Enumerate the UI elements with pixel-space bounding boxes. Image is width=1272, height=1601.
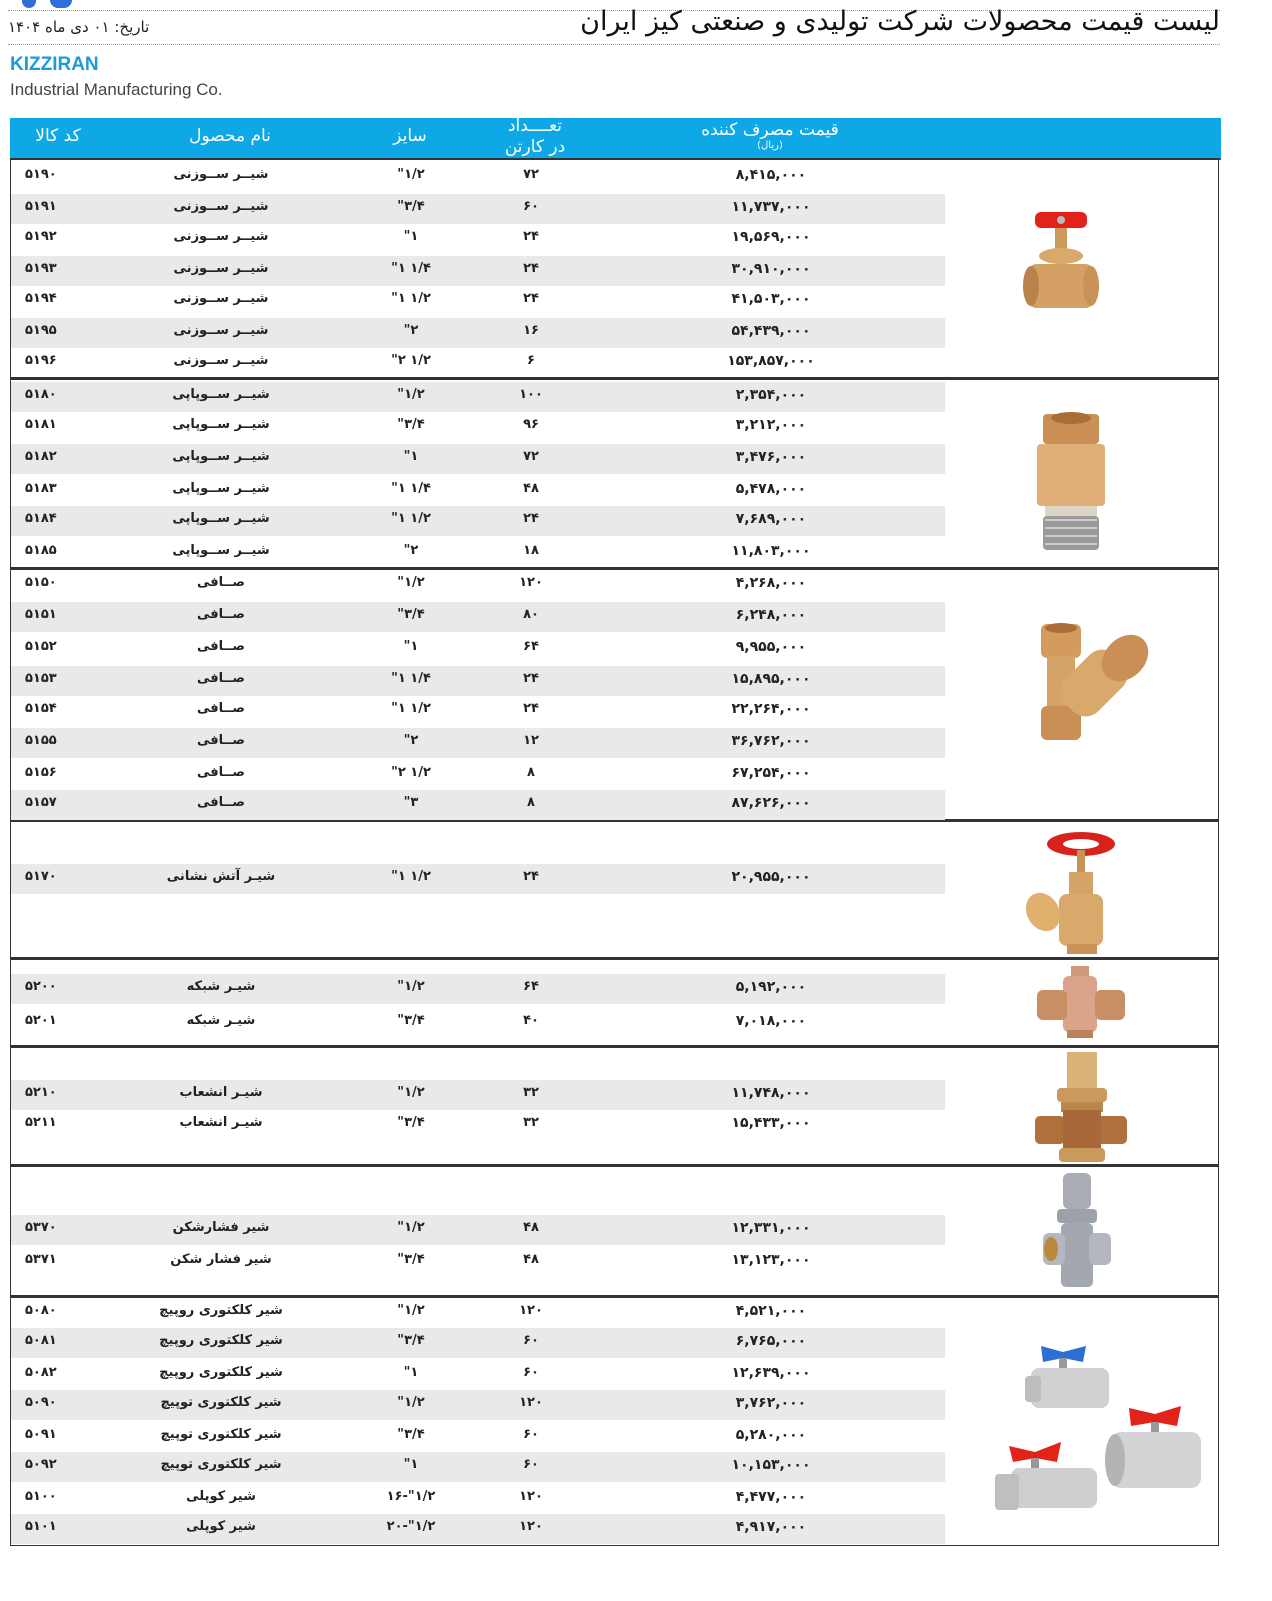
carton-quantity: ۶۰ — [523, 1333, 539, 1348]
product-name: شیر کلکتوری توپیچ — [160, 1427, 282, 1442]
carton-quantity: ۹۶ — [523, 417, 539, 432]
carton-quantity: ۶۰ — [523, 1365, 539, 1380]
carton-quantity: ۸۰ — [523, 607, 539, 622]
consumer-price: ۱۳,۱۲۳,۰۰۰ — [731, 1252, 811, 1268]
carton-quantity: ۲۴ — [523, 701, 539, 716]
product-name: شیر فشار شکن — [170, 1252, 272, 1267]
carton-quantity: ۴۸ — [523, 1252, 539, 1267]
product-code: ۵۱۸۰ — [25, 387, 57, 402]
table-row — [11, 790, 945, 820]
consumer-price: ۵,۱۹۲,۰۰۰ — [735, 979, 807, 995]
carton-quantity: ۶۰ — [523, 1457, 539, 1472]
consumer-price: ۴۱,۵۰۳,۰۰۰ — [731, 291, 811, 307]
carton-quantity: ۳۲ — [523, 1085, 539, 1100]
product-code: ۵۱۵۴ — [25, 701, 57, 716]
product-size: "۱ ۱/۲ — [391, 701, 431, 716]
divider-title — [8, 44, 1220, 45]
product-size: "۱/۲ — [397, 979, 425, 994]
product-code: ۵۱۹۴ — [25, 291, 57, 306]
product-name: شیـر شبکه — [186, 1013, 256, 1028]
carton-quantity: ۶۴ — [523, 639, 539, 654]
carton-quantity: ۱۰۰ — [519, 387, 543, 402]
product-section — [10, 958, 1219, 1046]
product-size: "۱ — [403, 229, 419, 244]
product-code: ۵۱۸۲ — [25, 449, 57, 464]
product-size: "۲ — [403, 323, 419, 338]
product-code: ۵۱۸۱ — [25, 417, 57, 432]
carton-quantity: ۱۲ — [523, 733, 539, 748]
product-code: ۵۱۵۶ — [25, 765, 57, 780]
column-header-qty — [480, 116, 590, 158]
product-size: "۱ ۱/۲ — [391, 291, 431, 306]
consumer-price: ۵,۲۸۰,۰۰۰ — [735, 1427, 807, 1443]
product-section — [10, 568, 1219, 820]
table-row — [11, 162, 945, 192]
product-size: "۱/۲ — [397, 1085, 425, 1100]
table-row — [11, 602, 945, 632]
product-code: ۵۱۸۵ — [25, 543, 57, 558]
product-section — [10, 1046, 1219, 1165]
product-code: ۵۳۷۰ — [25, 1220, 57, 1235]
product-name: شیـر انشعاب — [179, 1085, 263, 1100]
product-size: "۱/۲ — [397, 1303, 425, 1318]
product-size: "۱/۲ — [397, 1395, 425, 1410]
product-name: صــافی — [197, 575, 245, 590]
carton-quantity: ۲۴ — [523, 229, 539, 244]
product-size: "۳/۴ — [397, 417, 425, 432]
product-name: شیر کلکتوری روپیچ — [159, 1333, 283, 1348]
product-name: شیــر ســوپاپی — [172, 417, 270, 432]
product-code: ۵۱۹۳ — [25, 261, 57, 276]
product-section — [10, 158, 1219, 378]
consumer-price: ۳,۷۶۲,۰۰۰ — [735, 1395, 807, 1411]
page-title: لیست قیمت محصولات شرکت تولیدی و صنعتی کیز ایران — [580, 6, 1220, 37]
product-name: شیــر ســوپاپی — [172, 511, 270, 526]
product-name: شیر فشارشکن — [172, 1220, 270, 1235]
product-section — [10, 1165, 1219, 1296]
product-code: ۵۱۰۱ — [25, 1519, 57, 1534]
product-code: ۵۲۰۰ — [25, 979, 57, 994]
y-strainer-image — [1021, 620, 1161, 754]
product-size: "۱/۲ — [397, 387, 425, 402]
product-name: صــافی — [197, 795, 245, 810]
table-row — [11, 1328, 945, 1358]
product-code: ۵۱۸۳ — [25, 481, 57, 496]
table-row — [11, 1008, 945, 1038]
product-name: شیــر ســوپاپی — [172, 481, 270, 496]
carton-quantity: ۴۸ — [523, 481, 539, 496]
carton-quantity: ۸ — [527, 765, 535, 780]
qty-header-line1: تعــــداد — [507, 116, 563, 136]
brand-subtitle: Industrial Manufacturing Co. — [10, 80, 223, 99]
table-row — [11, 728, 945, 758]
table-row — [11, 1452, 945, 1482]
consumer-price: ۴,۵۲۱,۰۰۰ — [735, 1303, 807, 1319]
consumer-price: ۳۶,۷۶۲,۰۰۰ — [731, 733, 811, 749]
product-name: شیــر ســوزنی — [173, 199, 269, 214]
consumer-price: ۸۷,۶۲۶,۰۰۰ — [731, 795, 811, 811]
product-code: ۵۲۱۰ — [25, 1085, 57, 1100]
product-name: شیر کوپلی — [186, 1519, 256, 1534]
product-name: شیــر ســوزنی — [173, 229, 269, 244]
brand-name: KIZZIRAN — [10, 54, 99, 75]
column-header-code: کد کالا — [35, 126, 81, 146]
carton-quantity: ۷۲ — [523, 167, 539, 182]
product-size: "۳ — [403, 795, 419, 810]
table-header — [10, 118, 1221, 160]
product-size: "۱ ۱/۴ — [391, 481, 431, 496]
date — [8, 18, 149, 36]
table-row — [11, 1298, 945, 1328]
consumer-price: ۱۱,۸۰۳,۰۰۰ — [731, 543, 811, 559]
table-row — [11, 570, 945, 600]
product-name: شیــر ســوپاپی — [172, 543, 270, 558]
table-row — [11, 974, 945, 1004]
product-section — [10, 820, 1219, 958]
product-section — [10, 1296, 1219, 1546]
product-name: شیــر ســوزنی — [173, 261, 269, 276]
product-size: "۱ ۱/۲ — [391, 511, 431, 526]
date-value: ۰۱ دی ماه ۱۴۰۴ — [8, 18, 110, 36]
carton-quantity: ۶۰ — [523, 199, 539, 214]
product-code: ۵۱۵۲ — [25, 639, 57, 654]
product-size: "۱ — [403, 1457, 419, 1472]
consumer-price: ۴,۹۱۷,۰۰۰ — [735, 1519, 807, 1535]
product-name: شیر کلکتوری روپیچ — [159, 1365, 283, 1380]
product-name: شیر کلکتوری توپیچ — [160, 1457, 282, 1472]
table-row — [11, 760, 945, 790]
consumer-price: ۶۷,۲۵۴,۰۰۰ — [731, 765, 811, 781]
ball-valves-butterfly-handle-image — [991, 1338, 1211, 1542]
product-name: شیر کلکتوری توپیچ — [160, 1395, 282, 1410]
product-code: ۵۱۵۱ — [25, 607, 57, 622]
table-row — [11, 1360, 945, 1390]
consumer-price: ۱۱,۷۳۷,۰۰۰ — [731, 199, 811, 215]
carton-quantity: ۸ — [527, 795, 535, 810]
product-name: شیــر ســوپاپی — [172, 387, 270, 402]
table-row — [11, 382, 945, 412]
consumer-price: ۵,۴۷۸,۰۰۰ — [735, 481, 807, 497]
table-row — [11, 286, 945, 316]
product-size: ۲۰-"۱/۲ — [386, 1519, 436, 1534]
table-row — [11, 444, 945, 474]
price-header-label: قیمت مصرف کننده — [701, 120, 839, 140]
product-code: ۵۰۸۲ — [25, 1365, 57, 1380]
consumer-price: ۲,۳۵۴,۰۰۰ — [735, 387, 807, 403]
globe-valve-red-handwheel-image — [1021, 208, 1131, 342]
product-size: "۱/۲ — [397, 575, 425, 590]
product-size: "۲ — [403, 733, 419, 748]
product-code: ۵۱۷۰ — [25, 869, 57, 884]
date-label: تاریخ: — [114, 18, 150, 36]
table-row — [11, 348, 945, 378]
product-size: "۱ — [403, 1365, 419, 1380]
product-code: ۵۰۹۱ — [25, 1427, 57, 1442]
consumer-price: ۴,۲۶۸,۰۰۰ — [735, 575, 807, 591]
product-size: "۳/۴ — [397, 199, 425, 214]
qty-header-line2: در کارتن — [504, 137, 566, 157]
consumer-price: ۷,۶۸۹,۰۰۰ — [735, 511, 807, 527]
product-size: "۲ — [403, 543, 419, 558]
product-code: ۵۰۸۰ — [25, 1303, 57, 1318]
product-code: ۵۱۹۵ — [25, 323, 57, 338]
consumer-price: ۳۰,۹۱۰,۰۰۰ — [731, 261, 811, 277]
product-size: "۱ ۱/۴ — [391, 671, 431, 686]
table-row — [11, 476, 945, 506]
table-row — [11, 256, 945, 286]
table-row — [11, 318, 945, 348]
product-code: ۵۲۰۱ — [25, 1013, 57, 1028]
product-code: ۵۲۱۱ — [25, 1115, 57, 1130]
table-row — [11, 666, 945, 696]
table-row — [11, 224, 945, 254]
carton-quantity: ۲۴ — [523, 869, 539, 884]
product-size: "۳/۴ — [397, 1427, 425, 1442]
product-name: شیـر انشعاب — [179, 1115, 263, 1130]
table-row — [11, 1215, 945, 1245]
consumer-price: ۱۹,۵۶۹,۰۰۰ — [731, 229, 811, 245]
product-name: صــافی — [197, 765, 245, 780]
price-header-unit: (ریال) — [757, 140, 783, 151]
consumer-price: ۳,۲۱۲,۰۰۰ — [735, 417, 807, 433]
product-code: ۵۰۹۲ — [25, 1457, 57, 1472]
carton-quantity: ۱۲۰ — [519, 1303, 543, 1318]
product-size: "۱/۲ — [397, 1220, 425, 1235]
product-size: "۳/۴ — [397, 607, 425, 622]
carton-quantity: ۳۲ — [523, 1115, 539, 1130]
table-row — [11, 412, 945, 442]
product-name: صــافی — [197, 671, 245, 686]
consumer-price: ۷,۰۱۸,۰۰۰ — [735, 1013, 807, 1029]
product-size: "۱/۲ — [397, 167, 425, 182]
product-size: "۲ ۱/۲ — [391, 765, 431, 780]
carton-quantity: ۱۲۰ — [519, 575, 543, 590]
consumer-price: ۱۰,۱۵۳,۰۰۰ — [731, 1457, 811, 1473]
carton-quantity: ۶۰ — [523, 1427, 539, 1442]
product-code: ۵۱۹۶ — [25, 353, 57, 368]
carton-quantity: ۴۸ — [523, 1220, 539, 1235]
product-code: ۵۳۷۱ — [25, 1252, 57, 1267]
product-name: شیــر ســوپاپی — [172, 449, 270, 464]
carton-quantity: ۱۲۰ — [519, 1395, 543, 1410]
consumer-price: ۳,۴۷۶,۰۰۰ — [735, 449, 807, 465]
carton-quantity: ۷۲ — [523, 449, 539, 464]
carton-quantity: ۱۲۰ — [519, 1519, 543, 1534]
consumer-price: ۶,۷۶۵,۰۰۰ — [735, 1333, 807, 1349]
product-code: ۵۱۹۰ — [25, 167, 57, 182]
carton-quantity: ۱۸ — [523, 543, 539, 558]
product-name: صــافی — [197, 607, 245, 622]
product-code: ۵۱۵۰ — [25, 575, 57, 590]
table-row — [11, 1247, 945, 1277]
product-code: ۵۱۸۴ — [25, 511, 57, 526]
product-size: "۳/۴ — [397, 1333, 425, 1348]
carton-quantity: ۱۲۰ — [519, 1489, 543, 1504]
product-code: ۵۰۸۱ — [25, 1333, 57, 1348]
table-row — [11, 1080, 945, 1110]
consumer-price: ۲۰,۹۵۵,۰۰۰ — [731, 869, 811, 885]
table-row — [11, 696, 945, 726]
consumer-price: ۶,۲۴۸,۰۰۰ — [735, 607, 807, 623]
carton-quantity: ۴۰ — [523, 1013, 539, 1028]
consumer-price: ۴,۴۷۷,۰۰۰ — [735, 1489, 807, 1505]
fire-hydrant-angle-valve-image — [1021, 828, 1131, 962]
product-name: شیـر آتش نشانی — [166, 869, 276, 884]
consumer-price: ۲۲,۲۶۴,۰۰۰ — [731, 701, 811, 717]
product-name: شیــر ســوزنی — [173, 291, 269, 306]
consumer-price: ۹,۹۵۵,۰۰۰ — [735, 639, 807, 655]
carton-quantity: ۶۴ — [523, 979, 539, 994]
product-name: شیــر ســوزنی — [173, 167, 269, 182]
product-size: "۱ — [403, 449, 419, 464]
product-size: "۳/۴ — [397, 1013, 425, 1028]
table-row — [11, 634, 945, 664]
product-name: شیر کلکتوری روپیچ — [159, 1303, 283, 1318]
product-section — [10, 378, 1219, 568]
product-size: "۱ ۱/۲ — [391, 869, 431, 884]
pressure-reducing-valve-image — [1041, 1173, 1111, 1297]
product-code: ۵۱۵۳ — [25, 671, 57, 686]
carton-quantity: ۲۴ — [523, 291, 539, 306]
consumer-price: ۱۲,۳۳۱,۰۰۰ — [731, 1220, 811, 1236]
product-name: شیــر ســوزنی — [173, 353, 269, 368]
table-row — [11, 194, 945, 224]
consumer-price: ۵۴,۴۳۹,۰۰۰ — [731, 323, 811, 339]
carton-quantity: ۶ — [527, 353, 535, 368]
product-size: "۳/۴ — [397, 1252, 425, 1267]
company-logo-fragment — [18, 0, 78, 8]
branch-valve-image — [1031, 1052, 1131, 1171]
carton-quantity: ۱۶ — [523, 323, 539, 338]
carton-quantity: ۲۴ — [523, 671, 539, 686]
consumer-price: ۸,۴۱۵,۰۰۰ — [735, 167, 807, 183]
product-size: "۱ ۱/۴ — [391, 261, 431, 276]
table-row — [11, 1484, 945, 1514]
table-row — [11, 1422, 945, 1452]
table-row — [11, 1514, 945, 1544]
product-name: شیر کوپلی — [186, 1489, 256, 1504]
product-name: صــافی — [197, 701, 245, 716]
product-size: "۳/۴ — [397, 1115, 425, 1130]
table-row — [11, 864, 945, 894]
consumer-price: ۱۱,۷۴۸,۰۰۰ — [731, 1085, 811, 1101]
product-size: "۱ — [403, 639, 419, 654]
consumer-price: ۱۵,۸۹۵,۰۰۰ — [731, 671, 811, 687]
column-header-size: سایز — [393, 126, 427, 146]
product-code: ۵۱۵۵ — [25, 733, 57, 748]
product-code: ۵۱۹۲ — [25, 229, 57, 244]
table-row — [11, 506, 945, 536]
product-name: صــافی — [197, 639, 245, 654]
column-header-name: نام محصول — [189, 126, 271, 146]
foot-valve-strainer-image — [1031, 410, 1111, 564]
consumer-price: ۱۵۳,۸۵۷,۰۰۰ — [727, 353, 815, 369]
product-size: ۱۶-"۱/۲ — [386, 1489, 436, 1504]
product-code: ۵۱۹۱ — [25, 199, 57, 214]
consumer-price: ۱۵,۴۳۳,۰۰۰ — [731, 1115, 811, 1131]
product-name: شیــر ســوزنی — [173, 323, 269, 338]
product-size: "۲ ۱/۲ — [391, 353, 431, 368]
carton-quantity: ۲۴ — [523, 511, 539, 526]
consumer-price: ۱۲,۶۳۹,۰۰۰ — [731, 1365, 811, 1381]
product-name: شیـر شبکه — [186, 979, 256, 994]
product-code: ۵۱۰۰ — [25, 1489, 57, 1504]
table-row — [11, 538, 945, 568]
column-header-price — [670, 120, 870, 151]
product-code: ۵۰۹۰ — [25, 1395, 57, 1410]
carton-quantity: ۲۴ — [523, 261, 539, 276]
product-code: ۵۱۵۷ — [25, 795, 57, 810]
network-valve-image — [1031, 966, 1131, 1050]
product-name: صــافی — [197, 733, 245, 748]
table-row — [11, 1390, 945, 1420]
table-row — [11, 1110, 945, 1140]
